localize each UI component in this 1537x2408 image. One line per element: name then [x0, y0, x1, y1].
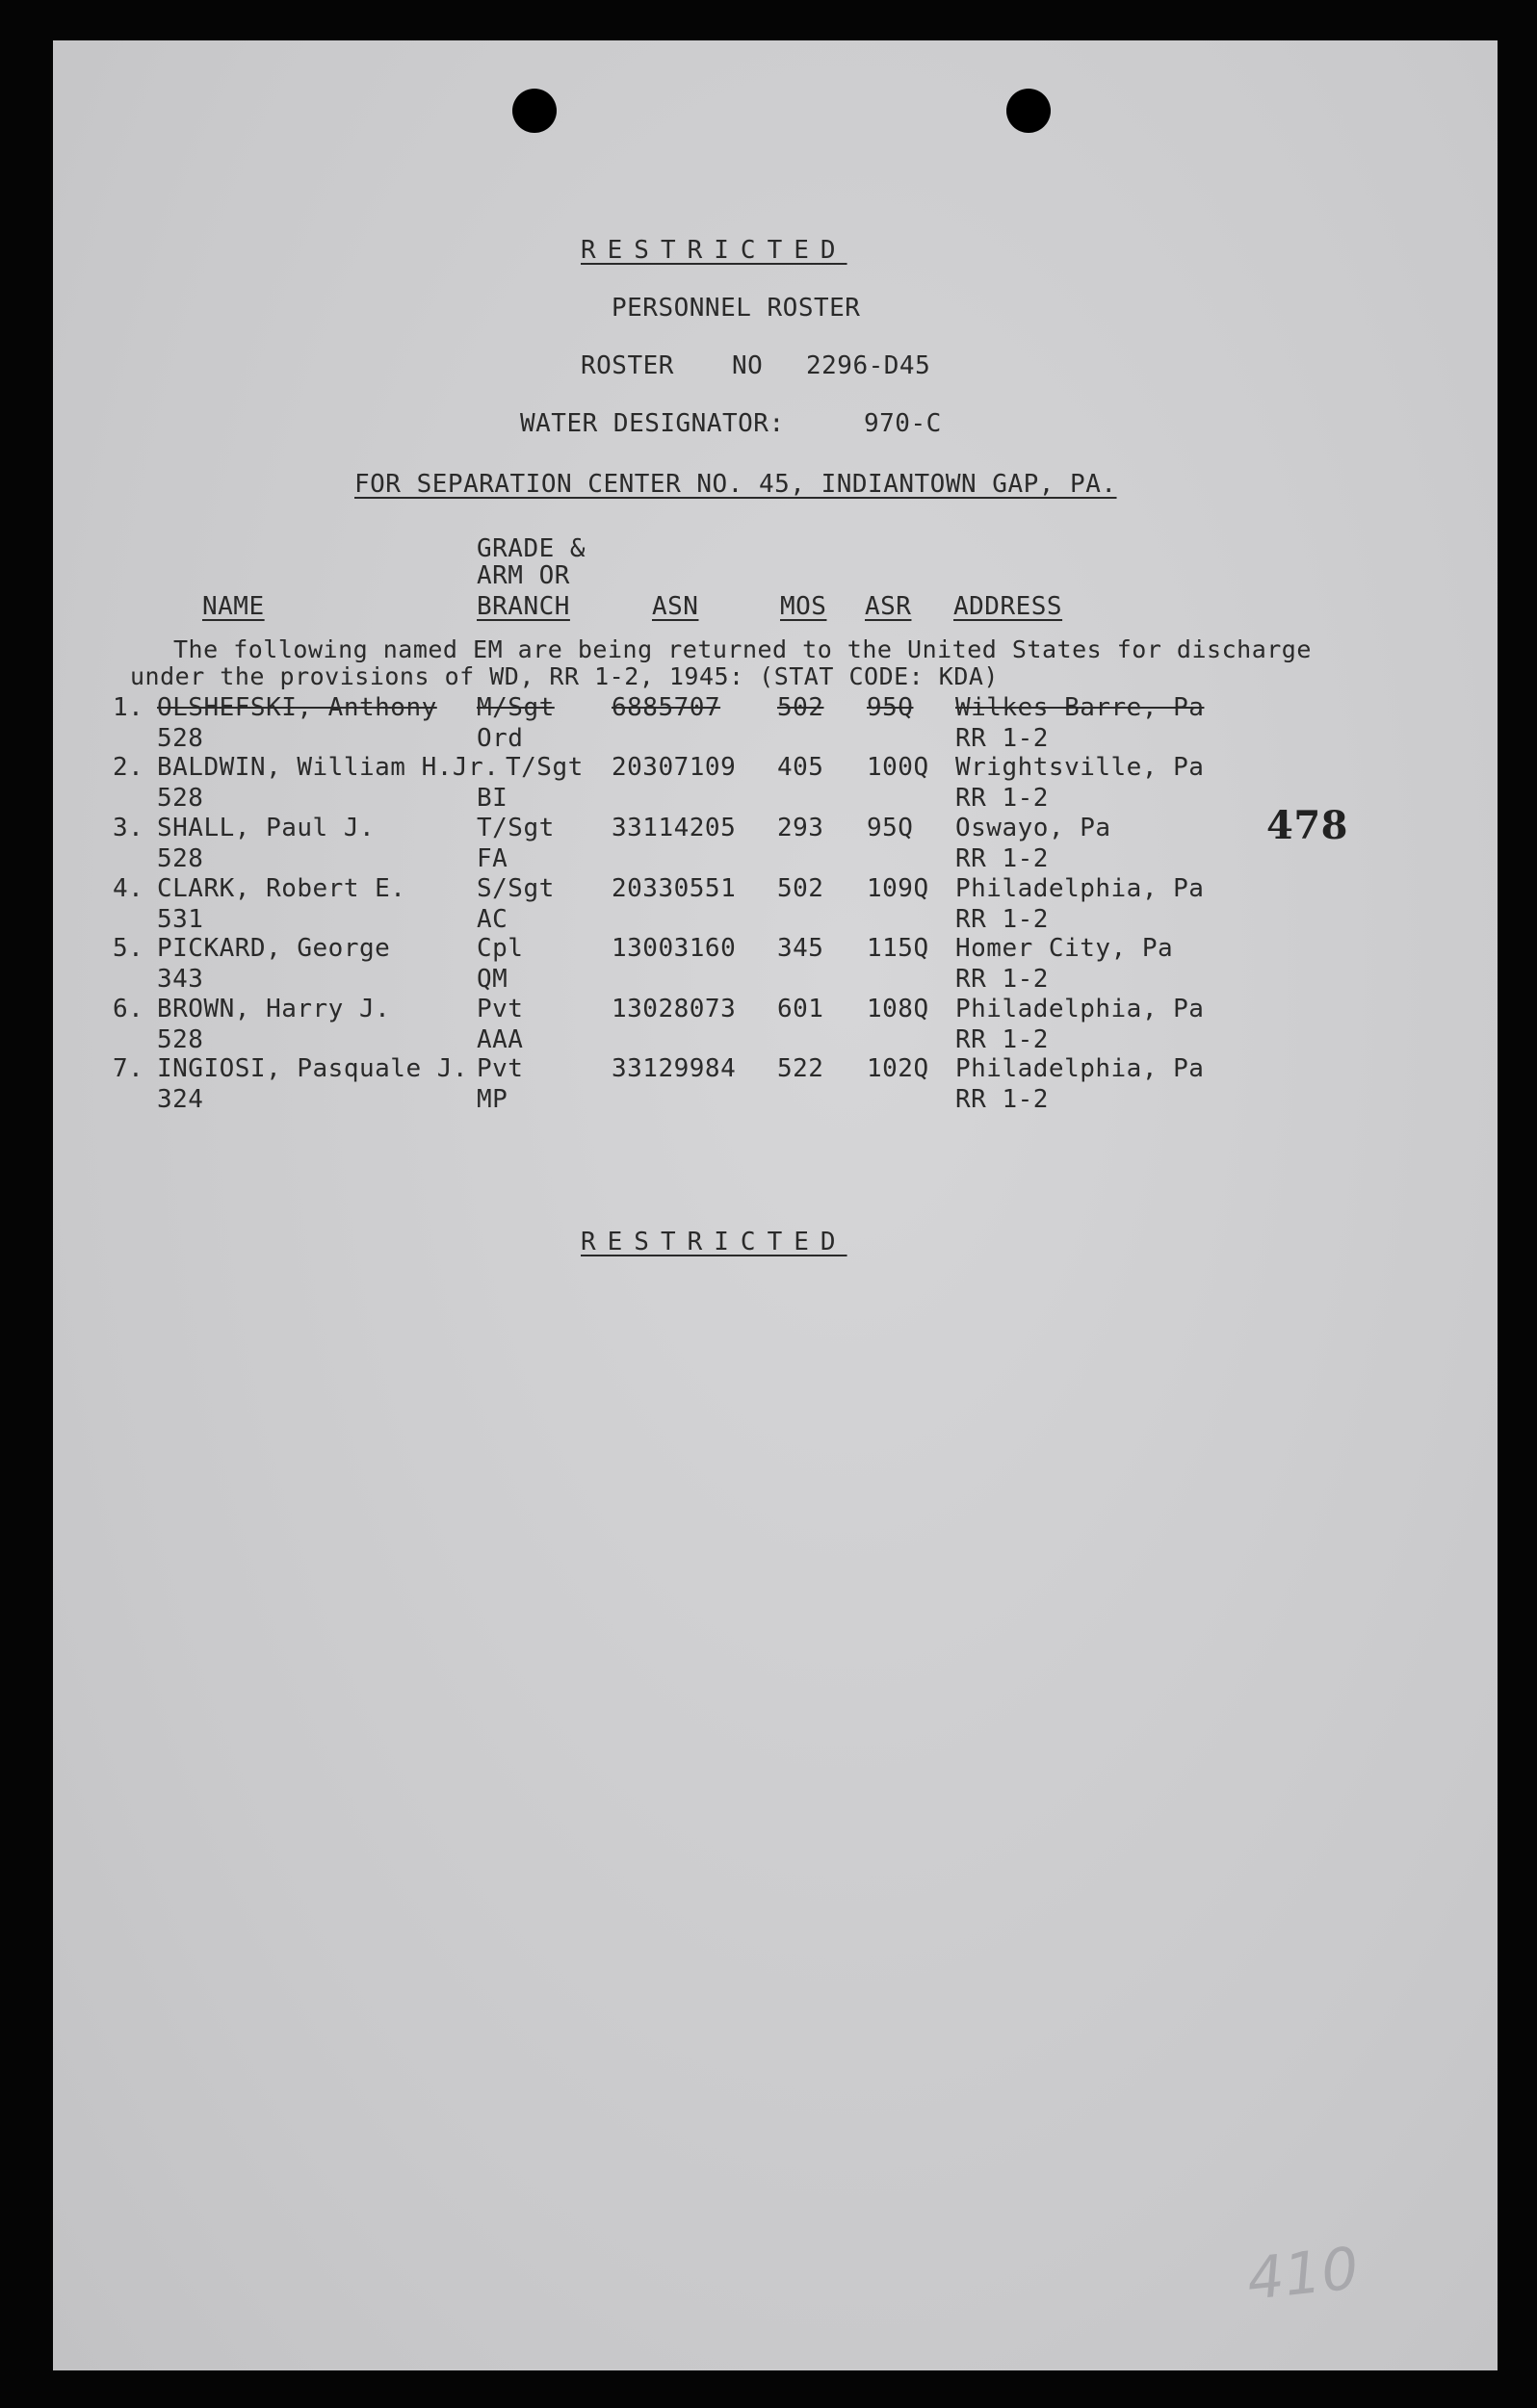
row-4-name: CLARK, Robert E.	[157, 874, 406, 903]
roster-number: 2296-D45	[806, 351, 931, 380]
roster-label: ROSTER	[581, 351, 674, 380]
row-2-mos: 405	[777, 753, 824, 782]
row-4-mos: 502	[777, 874, 824, 903]
stamp-number: 478	[1266, 803, 1348, 848]
row-4-city: Philadelphia, Pa	[955, 874, 1205, 903]
row-4-number: 4.	[113, 874, 144, 903]
row-6-name: BROWN, Harry J.	[157, 995, 391, 1023]
row-3-mos: 293	[777, 814, 824, 842]
water-designator-label: WATER DESIGNATOR:	[520, 409, 785, 438]
row-4-branch: AC	[477, 905, 508, 934]
row-5-asr: 115Q	[867, 934, 929, 963]
row-2-grade: T/Sgt	[506, 753, 584, 782]
row-6-grade: Pvt	[477, 995, 524, 1023]
restricted-footer: RESTRICTED	[581, 1228, 847, 1256]
col-grade-line1: GRADE &	[477, 534, 586, 563]
row-4-rr: RR 1-2	[955, 905, 1049, 934]
water-designator-value: 970-C	[864, 409, 942, 438]
row-5-code: 343	[157, 965, 204, 994]
row-5-rr: RR 1-2	[955, 965, 1049, 994]
row-5-city: Homer City, Pa	[955, 934, 1174, 963]
row-6-city: Philadelphia, Pa	[955, 995, 1205, 1023]
document-page	[53, 40, 1498, 2370]
row-1-asn: 6885707	[612, 693, 721, 722]
row-6-number: 6.	[113, 995, 144, 1023]
row-1-branch: Ord	[477, 724, 524, 753]
roster-no-label: NO	[732, 351, 764, 380]
row-5-mos: 345	[777, 934, 824, 963]
row-6-asn: 13028073	[612, 995, 737, 1023]
col-asn: ASN	[652, 592, 699, 621]
col-mos: MOS	[780, 592, 827, 621]
row-1-city: Wilkes Barre, Pa	[955, 693, 1205, 722]
row-2-number: 2.	[113, 753, 144, 782]
col-grade-line2: ARM OR	[477, 561, 570, 590]
row-7-mos: 522	[777, 1054, 824, 1083]
row-4-asn: 20330551	[612, 874, 737, 903]
col-grade-line3: BRANCH	[477, 592, 570, 621]
row-6-code: 528	[157, 1025, 204, 1054]
row-7-asn: 33129984	[612, 1054, 737, 1083]
row-2-asn: 20307109	[612, 753, 737, 782]
row-5-branch: QM	[477, 965, 508, 994]
row-2-asr: 100Q	[867, 753, 929, 782]
col-asr: ASR	[865, 592, 912, 621]
col-address: ADDRESS	[953, 592, 1063, 621]
row-3-city: Oswayo, Pa	[955, 814, 1111, 842]
row-2-city: Wrightsville, Pa	[955, 753, 1205, 782]
row-7-grade: Pvt	[477, 1054, 524, 1083]
row-1-number: 1.	[113, 693, 144, 722]
row-1-mos: 502	[777, 693, 824, 722]
row-3-rr: RR 1-2	[955, 844, 1049, 873]
row-2-rr: RR 1-2	[955, 784, 1049, 813]
row-4-grade: S/Sgt	[477, 874, 555, 903]
row-7-number: 7.	[113, 1054, 144, 1083]
punch-hole-left	[512, 89, 557, 133]
row-6-branch: AAA	[477, 1025, 524, 1054]
row-3-asr: 95Q	[867, 814, 914, 842]
intro-line-2: under the provisions of WD, RR 1-2, 1945: (STAT CODE: KDA)	[130, 662, 999, 690]
row-5-number: 5.	[113, 934, 144, 963]
row-4-code: 531	[157, 905, 204, 934]
row-2-code: 528	[157, 784, 204, 813]
punch-hole-right	[1006, 89, 1051, 133]
row-7-city: Philadelphia, Pa	[955, 1054, 1205, 1083]
pencil-note: 410	[1243, 2235, 1363, 2314]
row-1-code: 528	[157, 724, 204, 753]
row-2-name: BALDWIN, William H.Jr.	[157, 753, 500, 782]
row-2-branch: BI	[477, 784, 508, 813]
row-6-asr: 108Q	[867, 995, 929, 1023]
row-6-rr: RR 1-2	[955, 1025, 1049, 1054]
row-6-mos: 601	[777, 995, 824, 1023]
separation-center: FOR SEPARATION CENTER NO. 45, INDIANTOWN GAP, PA.	[354, 470, 1117, 499]
col-name: NAME	[202, 592, 265, 621]
row-7-branch: MP	[477, 1085, 508, 1114]
row-1-name: OLSHEFSKI, Anthony	[157, 693, 437, 722]
row-7-asr: 102Q	[867, 1054, 929, 1083]
row-3-branch: FA	[477, 844, 508, 873]
restricted-header: RESTRICTED	[581, 236, 847, 265]
row-1-rr: RR 1-2	[955, 724, 1049, 753]
row-3-name: SHALL, Paul J.	[157, 814, 376, 842]
row-3-asn: 33114205	[612, 814, 737, 842]
row-4-asr: 109Q	[867, 874, 929, 903]
row-3-code: 528	[157, 844, 204, 873]
intro-line-1: The following named EM are being returned to the United States for discharge	[173, 635, 1312, 663]
row-1-asr: 95Q	[867, 693, 914, 722]
row-7-name: INGIOSI, Pasquale J.	[157, 1054, 469, 1083]
row-3-number: 3.	[113, 814, 144, 842]
row-5-grade: Cpl	[477, 934, 524, 963]
row-1-grade: M/Sgt	[477, 693, 555, 722]
row-5-asn: 13003160	[612, 934, 737, 963]
row-5-name: PICKARD, George	[157, 934, 391, 963]
document-type: PERSONNEL ROSTER	[612, 294, 861, 323]
row-7-code: 324	[157, 1085, 204, 1114]
row-7-rr: RR 1-2	[955, 1085, 1049, 1114]
row-3-grade: T/Sgt	[477, 814, 555, 842]
